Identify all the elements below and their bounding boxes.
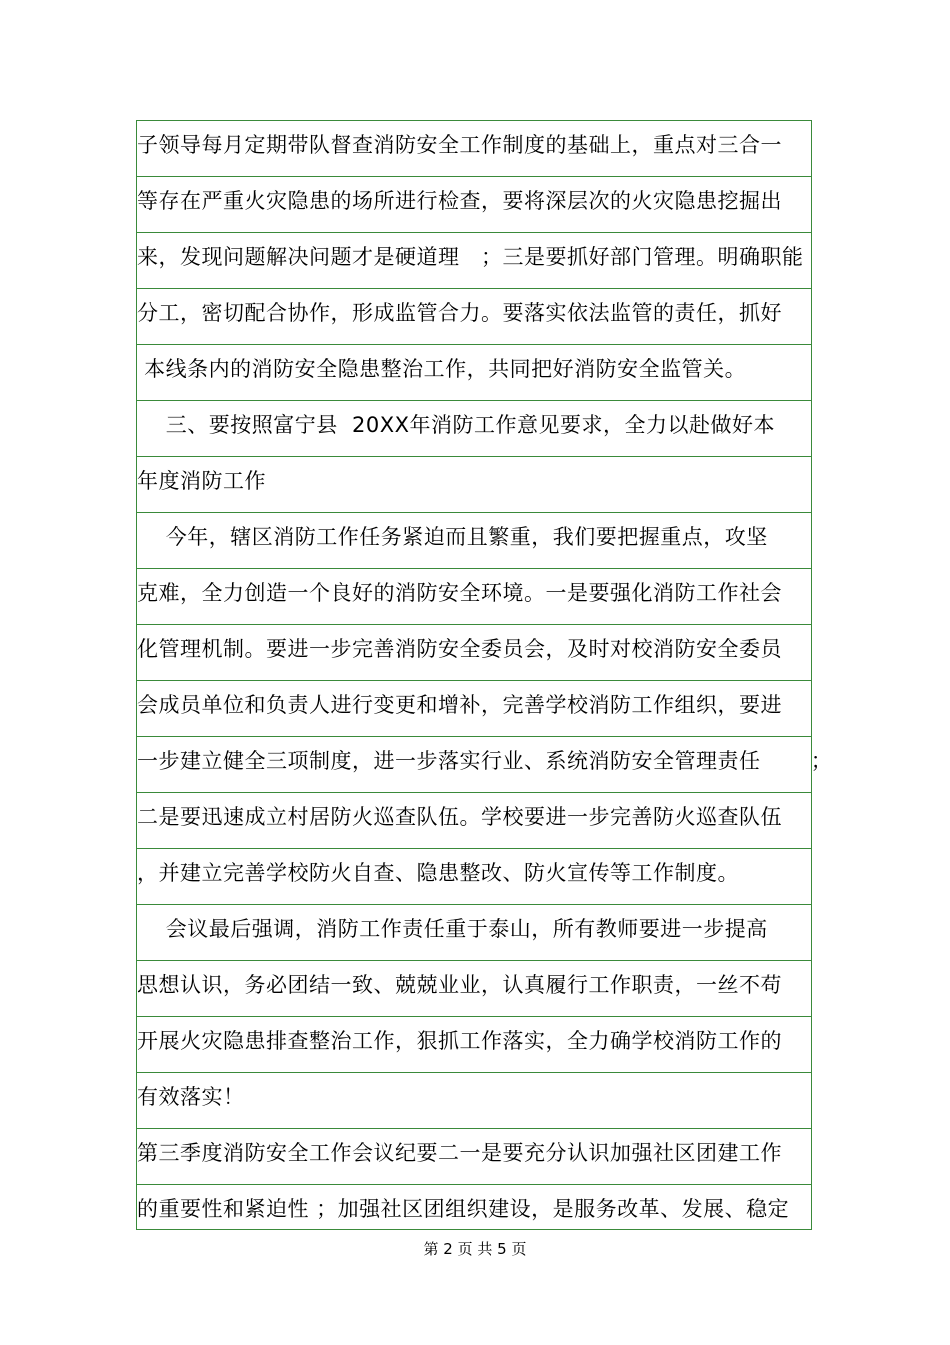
text-line: 会成员单位和负责人进行变更和增补，完善学校消防工作组织，要进: [137, 693, 782, 717]
text-row: [137, 961, 811, 1017]
text-row: [137, 569, 811, 625]
text-row: [137, 793, 811, 849]
text-line: 思想认识，务必团结一致、兢兢业业，认真履行工作职责，一丝不苟: [137, 973, 782, 997]
text-line: 的重要性和紧迫性 ；加强社区团组织建设，是服务改革、发展、稳定: [137, 1197, 790, 1221]
text-line: 克难，全力创造一个良好的消防安全环境。一是要强化消防工作社会: [137, 581, 782, 605]
text-row: [137, 1073, 811, 1129]
text-line: 本线条内的消防安全隐患整治工作，共同把好消防安全监管关。: [137, 357, 747, 381]
text-line: 二是要迅速成立村居防火巡查队伍。学校要进一步完善防火巡查队伍: [137, 805, 782, 829]
text-line: 等存在严重火灾隐患的场所进行检查，要将深层次的火灾隐患挖掘出: [137, 189, 782, 213]
text-row: [137, 289, 811, 345]
text-row: [137, 625, 811, 681]
ruled-text-frame: [136, 120, 833, 1230]
text-row: [137, 849, 811, 905]
text-row: [137, 1129, 811, 1185]
text-row: [137, 401, 811, 457]
page-number: 第 2 页 共 5 页: [423, 1240, 527, 1258]
text-line: 分工，密切配合协作，形成监管合力。要落实依法监管的责任，抓好: [137, 301, 782, 325]
text-line: 开展火灾隐患排查整治工作，狠抓工作落实，全力确学校消防工作的: [137, 1029, 782, 1053]
text-row: [137, 681, 811, 737]
text-line: 有效落实！: [137, 1085, 245, 1109]
text-line: 一步建立健全三项制度，进一步落实行业、系统消防安全管理责任 ；: [137, 749, 833, 773]
text-row: [137, 905, 811, 961]
text-row: [137, 1017, 811, 1073]
text-row: [137, 737, 833, 793]
text-line: 来，发现问题解决问题才是硬道理 ；三是要抓好部门管理。明确职能: [137, 245, 804, 269]
text-line: 会议最后强调，消防工作责任重于泰山，所有教师要进一步提高: [137, 917, 768, 941]
text-row: [137, 121, 811, 177]
text-line: 第三季度消防安全工作会议纪要二一是要充分认识加强社区团建工作: [137, 1141, 782, 1165]
text-line: 化管理机制。要进一步完善消防安全委员会，及时对校消防安全委员: [137, 637, 782, 661]
text-row: [137, 457, 811, 513]
text-line: ，并建立完善学校防火自查、隐患整改、防火宣传等工作制度。: [137, 861, 739, 885]
text-row: [137, 345, 811, 401]
text-row: [137, 177, 811, 233]
section-heading-line: 三、要按照富宁县 20XX年消防工作意见要求，全力以赴做好本: [137, 413, 776, 437]
text-row: [137, 1185, 811, 1231]
text-line: 今年，辖区消防工作任务紧迫而且繁重，我们要把握重点，攻坚: [137, 525, 768, 549]
text-row: [137, 513, 811, 569]
section-heading-line: 年度消防工作: [137, 469, 266, 493]
text-line: 子领导每月定期带队督查消防安全工作制度的基础上，重点对三合一: [137, 133, 782, 157]
text-row: [137, 233, 811, 289]
